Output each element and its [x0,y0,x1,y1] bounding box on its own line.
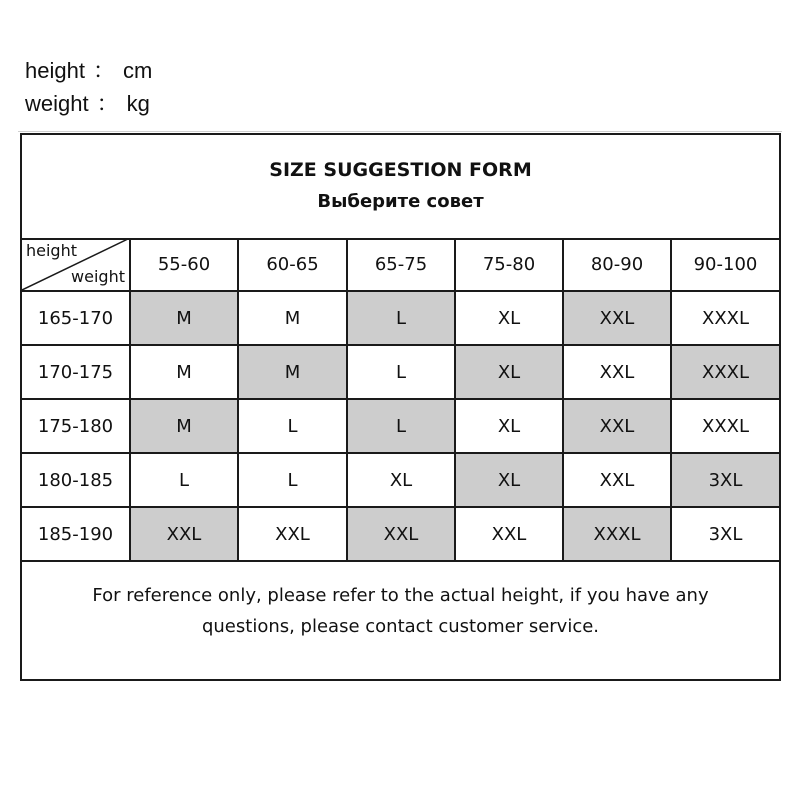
corner-height-label: height [26,241,77,260]
table-row [22,291,779,345]
size-cell: XXL [238,507,347,561]
form-title: SIZE SUGGESTION FORM [269,159,532,181]
size-cell: XXL [563,399,671,453]
row-header: 170-175 [22,345,130,399]
size-cell: L [238,453,347,507]
form-subtitle: Выберите совет [317,191,484,212]
size-cell: XXL [563,291,671,345]
form-title-box [22,135,779,240]
size-cell: M [130,291,238,345]
size-cell: XXXL [563,507,671,561]
reference-note-line-2: questions, please contact customer service. [201,616,600,637]
column-header: 80-90 [563,238,671,291]
reference-note-line-1: For reference only, please refer to the actual height, if you have any [92,585,709,606]
size-cell: L [347,345,455,399]
height-unit-row [25,54,152,87]
table-row [22,453,779,507]
size-cell: XL [455,291,563,345]
size-cell: M [238,345,347,399]
column-header: 90-100 [671,238,779,291]
size-cell: XXL [130,507,238,561]
column-header: 65-75 [347,238,455,291]
size-cell: XL [347,453,455,507]
weight-unit-row [25,87,152,120]
top-divider [18,131,782,132]
size-cell: XXL [563,345,671,399]
corner-cell [22,238,130,291]
size-cell: XXXL [671,399,779,453]
row-header: 180-185 [22,453,130,507]
size-cell: XXL [347,507,455,561]
unit-legend [25,54,152,120]
table-row [22,507,779,561]
size-cell: XL [455,399,563,453]
table-row [22,345,779,399]
size-cell: M [130,399,238,453]
column-header: 55-60 [130,238,238,291]
row-header: 185-190 [22,507,130,561]
row-header: 175-180 [22,399,130,453]
size-suggestion-form [20,133,781,681]
size-cell: XL [455,345,563,399]
size-table [22,238,779,562]
size-cell: XXL [563,453,671,507]
weight-unit-label: weight [25,91,89,116]
size-cell: XXL [455,507,563,561]
size-cell: L [347,291,455,345]
size-cell: XXXL [671,345,779,399]
column-header: 75-80 [455,238,563,291]
weight-unit-separator: ： [96,91,119,116]
row-header: 165-170 [22,291,130,345]
size-cell: L [238,399,347,453]
height-unit-separator: ： [92,58,115,83]
size-cell: L [347,399,455,453]
size-cell: XXXL [671,291,779,345]
header-row [22,238,779,291]
reference-note [22,580,779,642]
weight-unit-value: kg [126,91,150,116]
height-unit-value: cm [122,58,153,83]
size-cell: 3XL [671,507,779,561]
size-cell: 3XL [671,453,779,507]
size-cell: M [238,291,347,345]
size-cell: L [130,453,238,507]
column-header: 60-65 [238,238,347,291]
size-cell: M [130,345,238,399]
size-cell: XL [455,453,563,507]
table-row [22,399,779,453]
corner-weight-label: weight [71,267,125,286]
height-unit-label: height [25,58,85,83]
